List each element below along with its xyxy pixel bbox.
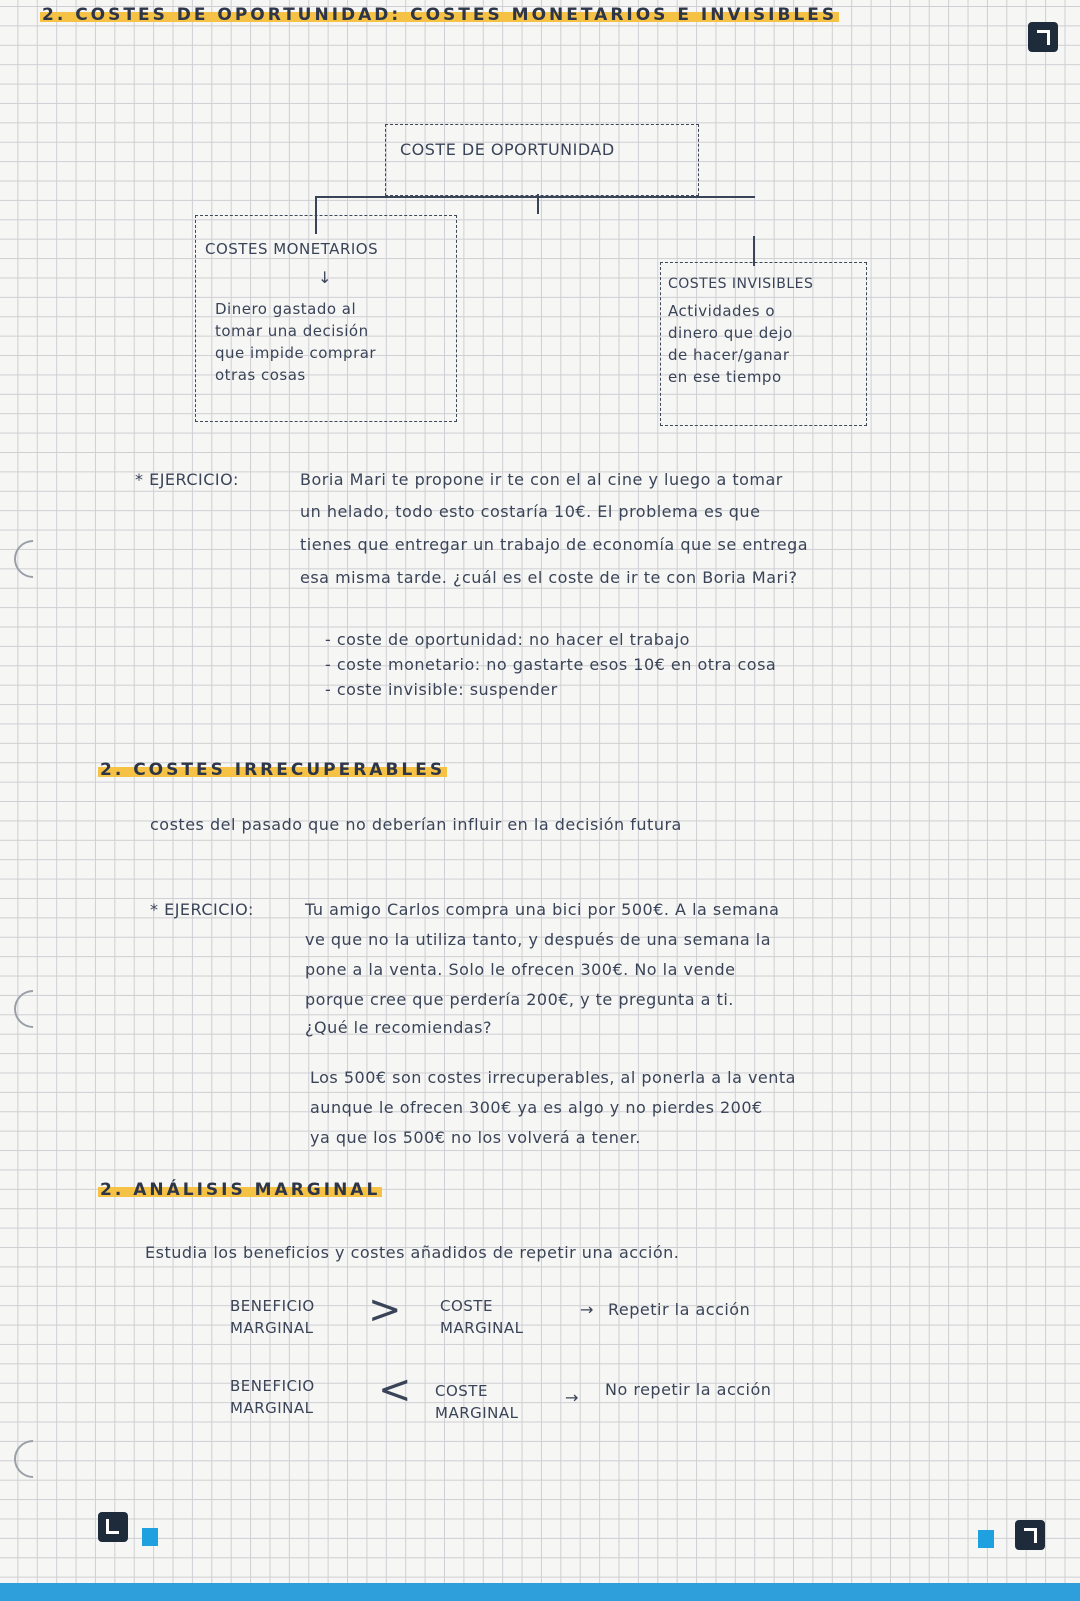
exercise-line: esa misma tarde. ¿cuál es el coste de ir te con Boria Mari? <box>300 568 798 587</box>
down-arrow-icon: ↓ <box>318 268 332 287</box>
less-than-sign: < <box>378 1367 413 1413</box>
rule-right-term: COSTE MARGINAL <box>440 1297 524 1337</box>
corner-marker-icon <box>1028 22 1058 52</box>
connector <box>315 196 755 198</box>
answer-line: Los 500€ son costes irrecuperables, al ponerla a la venta <box>310 1068 796 1087</box>
rule-result: Repetir la acción <box>608 1300 751 1319</box>
right-arrow-icon: → <box>565 1388 579 1407</box>
corner-marker-icon <box>98 1512 128 1542</box>
exercise-label: * EJERCICIO: <box>150 900 254 919</box>
corner-square-icon <box>142 1528 158 1546</box>
left-branch-title: COSTES MONETARIOS <box>205 240 379 258</box>
rule-left-term: BENEFICIO MARGINAL <box>230 1297 315 1337</box>
answer-line: - coste invisible: suspender <box>325 680 558 699</box>
exercise-label: * EJERCICIO: <box>135 470 239 489</box>
root-node-label: COSTE DE OPORTUNIDAD <box>400 140 615 159</box>
right-branch-title: COSTES INVISIBLES <box>668 276 814 292</box>
section-definition: costes del pasado que no deberían influir en la decisión futura <box>150 815 682 834</box>
exercise-line: Tu amigo Carlos compra una bici por 500€. A la semana <box>305 900 780 919</box>
corner-marker-icon <box>1015 1520 1045 1550</box>
rule-right-term: COSTE MARGINAL <box>435 1382 519 1422</box>
exercise-line: Boria Mari te propone ir te con el al cine y luego a tomar <box>300 470 783 489</box>
corner-square-icon <box>978 1530 994 1548</box>
answer-line: aunque le ofrecen 300€ ya es algo y no pierdes 200€ <box>310 1098 763 1117</box>
section-heading: 2. ANÁLISIS MARGINAL <box>100 1180 381 1200</box>
rule-result: No repetir la acción <box>605 1380 772 1399</box>
exercise-line: ve que no la utiliza tanto, y después de una semana la <box>305 930 772 949</box>
answer-line: ya que los 500€ no los volverá a tener. <box>310 1128 641 1147</box>
right-branch-text: Actividades o dinero que dejo de hacer/ganar en ese tiempo <box>668 302 793 386</box>
section-heading: 2. COSTES IRRECUPERABLES <box>100 760 446 780</box>
page-bottom-edge <box>0 1583 1080 1601</box>
page-title: 2. COSTES DE OPORTUNIDAD: COSTES MONETARIOS E INVISIBLES <box>42 5 838 25</box>
right-arrow-icon: → <box>580 1300 594 1319</box>
exercise-line: tienes que entregar un trabajo de economía que se entrega <box>300 535 809 554</box>
answer-line: - coste de oportunidad: no hacer el trabajo <box>325 630 690 649</box>
exercise-line: porque cree que perdería 200€, y te pregunta a ti. <box>305 990 734 1009</box>
rule-left-term: BENEFICIO MARGINAL <box>230 1377 315 1417</box>
root-box <box>385 124 699 196</box>
left-branch-text: Dinero gastado al tomar una decisión que impide comprar otras cosas <box>215 300 377 384</box>
exercise-line: ¿Qué le recomiendas? <box>305 1018 492 1037</box>
greater-than-sign: > <box>368 1287 403 1333</box>
section-definition: Estudia los beneficios y costes añadidos de repetir una acción. <box>145 1243 680 1262</box>
exercise-line: un helado, todo esto costaría 10€. El problema es que <box>300 502 761 521</box>
answer-line: - coste monetario: no gastarte esos 10€ en otra cosa <box>325 655 777 674</box>
exercise-line: pone a la venta. Solo le ofrecen 300€. No la vende <box>305 960 736 979</box>
